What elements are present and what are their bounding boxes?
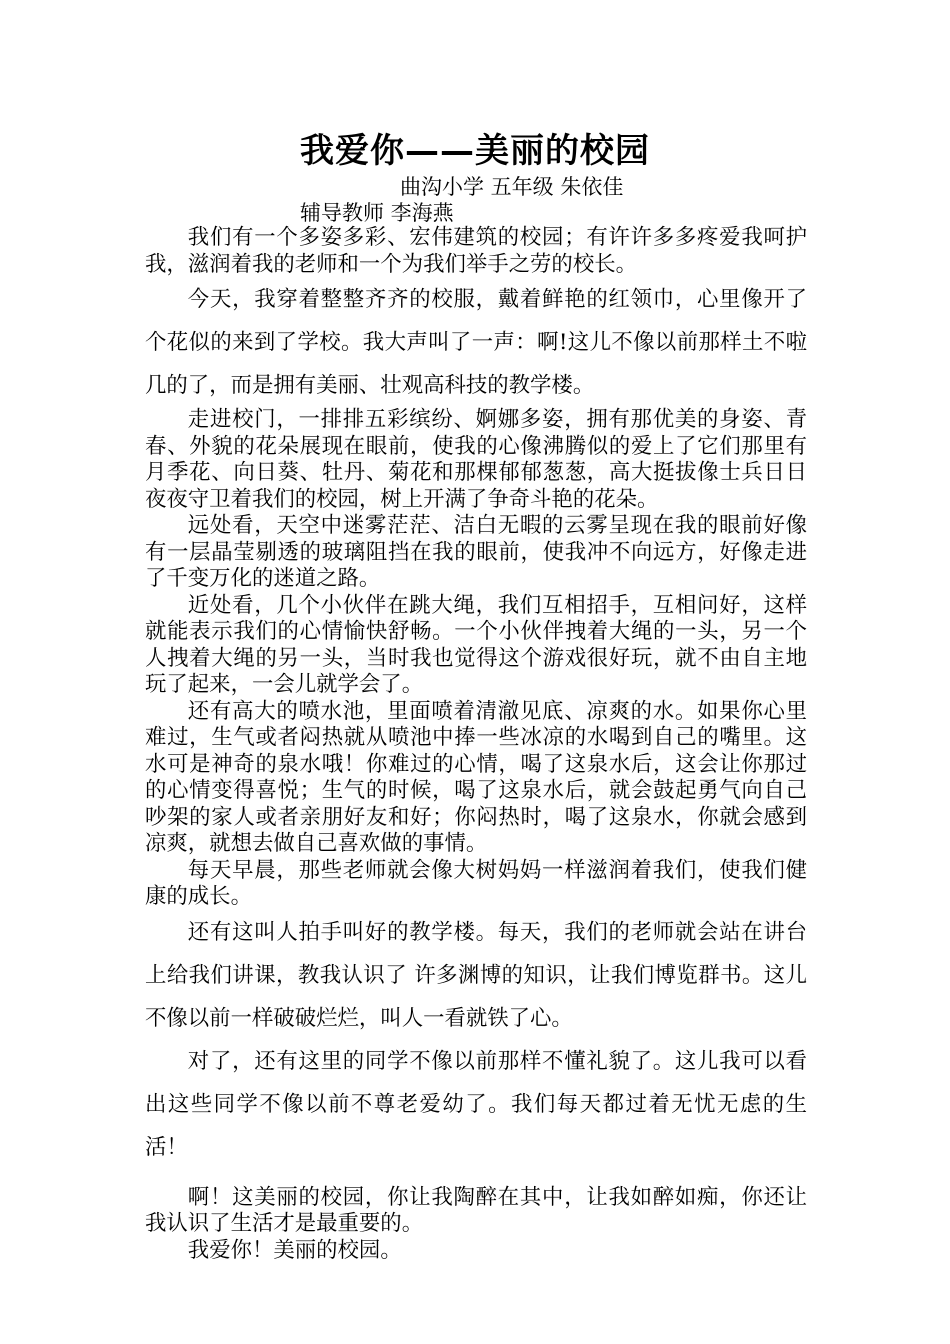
paragraph: 近处看，几个小伙伴在跳大绳，我们互相招手，互相问好，这样就能表示我们的心情愉快舒畅。一个小伙伴拽着大绳的一头，另一个人拽着大绳的另一头，当时我也觉得这个游戏很好玩，就不由自主地玩了起来，一会儿就学会了。 [145,592,807,697]
paragraph: 远处看，天空中迷雾茫茫、洁白无暇的云雾呈现在我的眼前好像有一层晶莹剔透的玻璃阻挡在我的眼前，使我冲不向远方，好像走进了千变万化的迷道之路。 [145,513,807,591]
paragraph: 对了，还有这里的同学不像以前那样不懂礼貌了。这儿我可以看出这些同学不像以前不尊老爱幼了。我们每天都过着无忧无虑的生活！ [145,1048,807,1160]
document-title: 我爱你——美丽的校园 [300,131,650,171]
paragraph: 走进校门，一排排五彩缤纷、婀娜多姿，拥有那优美的身姿、青春、外貌的花朵展现在眼前，使我的心像沸腾似的爱上了它们那里有月季花、向日葵、牡丹、菊花和那棵郁郁葱葱，高大挺拔像士兵日日夜夜守卫着我们的校园，树上开满了争奇斗艳的花朵。 [145,407,807,512]
paragraph: 我爱你！美丽的校园。 [187,1237,402,1263]
school-line: 曲沟小学 五年级 朱依佳 [400,175,624,199]
paragraph: 我们有一个多姿多彩、宏伟建筑的校园；有许许多多疼爱我呵护我，滋润着我的老师和一个为我们举手之劳的校长。 [145,225,807,277]
paragraph: 每天早晨，那些老师就会像大树妈妈一样滋润着我们，使我们健康的成长。 [145,857,807,909]
paragraph: 还有高大的喷水池，里面喷着清澈见底、凉爽的水。如果你心里难过，生气或者闷热就从喷池中捧一些冰凉的水喝到自己的嘴里。这水可是神奇的泉水哦！你难过的心情，喝了这泉水后，这会让你那过的心情变得喜悦；生气的时候，喝了这泉水后，就会鼓起勇气向自己吵架的家人或者亲朋好友和好；你闷热时，喝了这泉水，你就会感到凉爽，就想去做自己喜欢做的事情。 [145,698,807,856]
paragraph: 啊！这美丽的校园，你让我陶醉在其中，让我如醉如痴，你还让我认识了生活才是最重要的。 [145,1184,807,1236]
essay-body [145,225,807,1264]
paragraph: 今天，我穿着整整齐齐的校服，戴着鲜艳的红领巾，心里像开了个花似的来到了学校。我大声叫了一声：啊!这儿不像以前那样土不啦几的了，而是拥有美丽、壮观高科技的教学楼。 [145,287,807,398]
paragraph: 还有这叫人拍手叫好的教学楼。每天，我们的老师就会站在讲台上给我们讲课，教我认识了 许多渊博的知识，让我们博览群书。这儿不像以前一样破破烂烂，叫人一看就铁了心。 [145,919,807,1031]
teacher-line: 辅导教师 李海燕 [300,201,454,225]
